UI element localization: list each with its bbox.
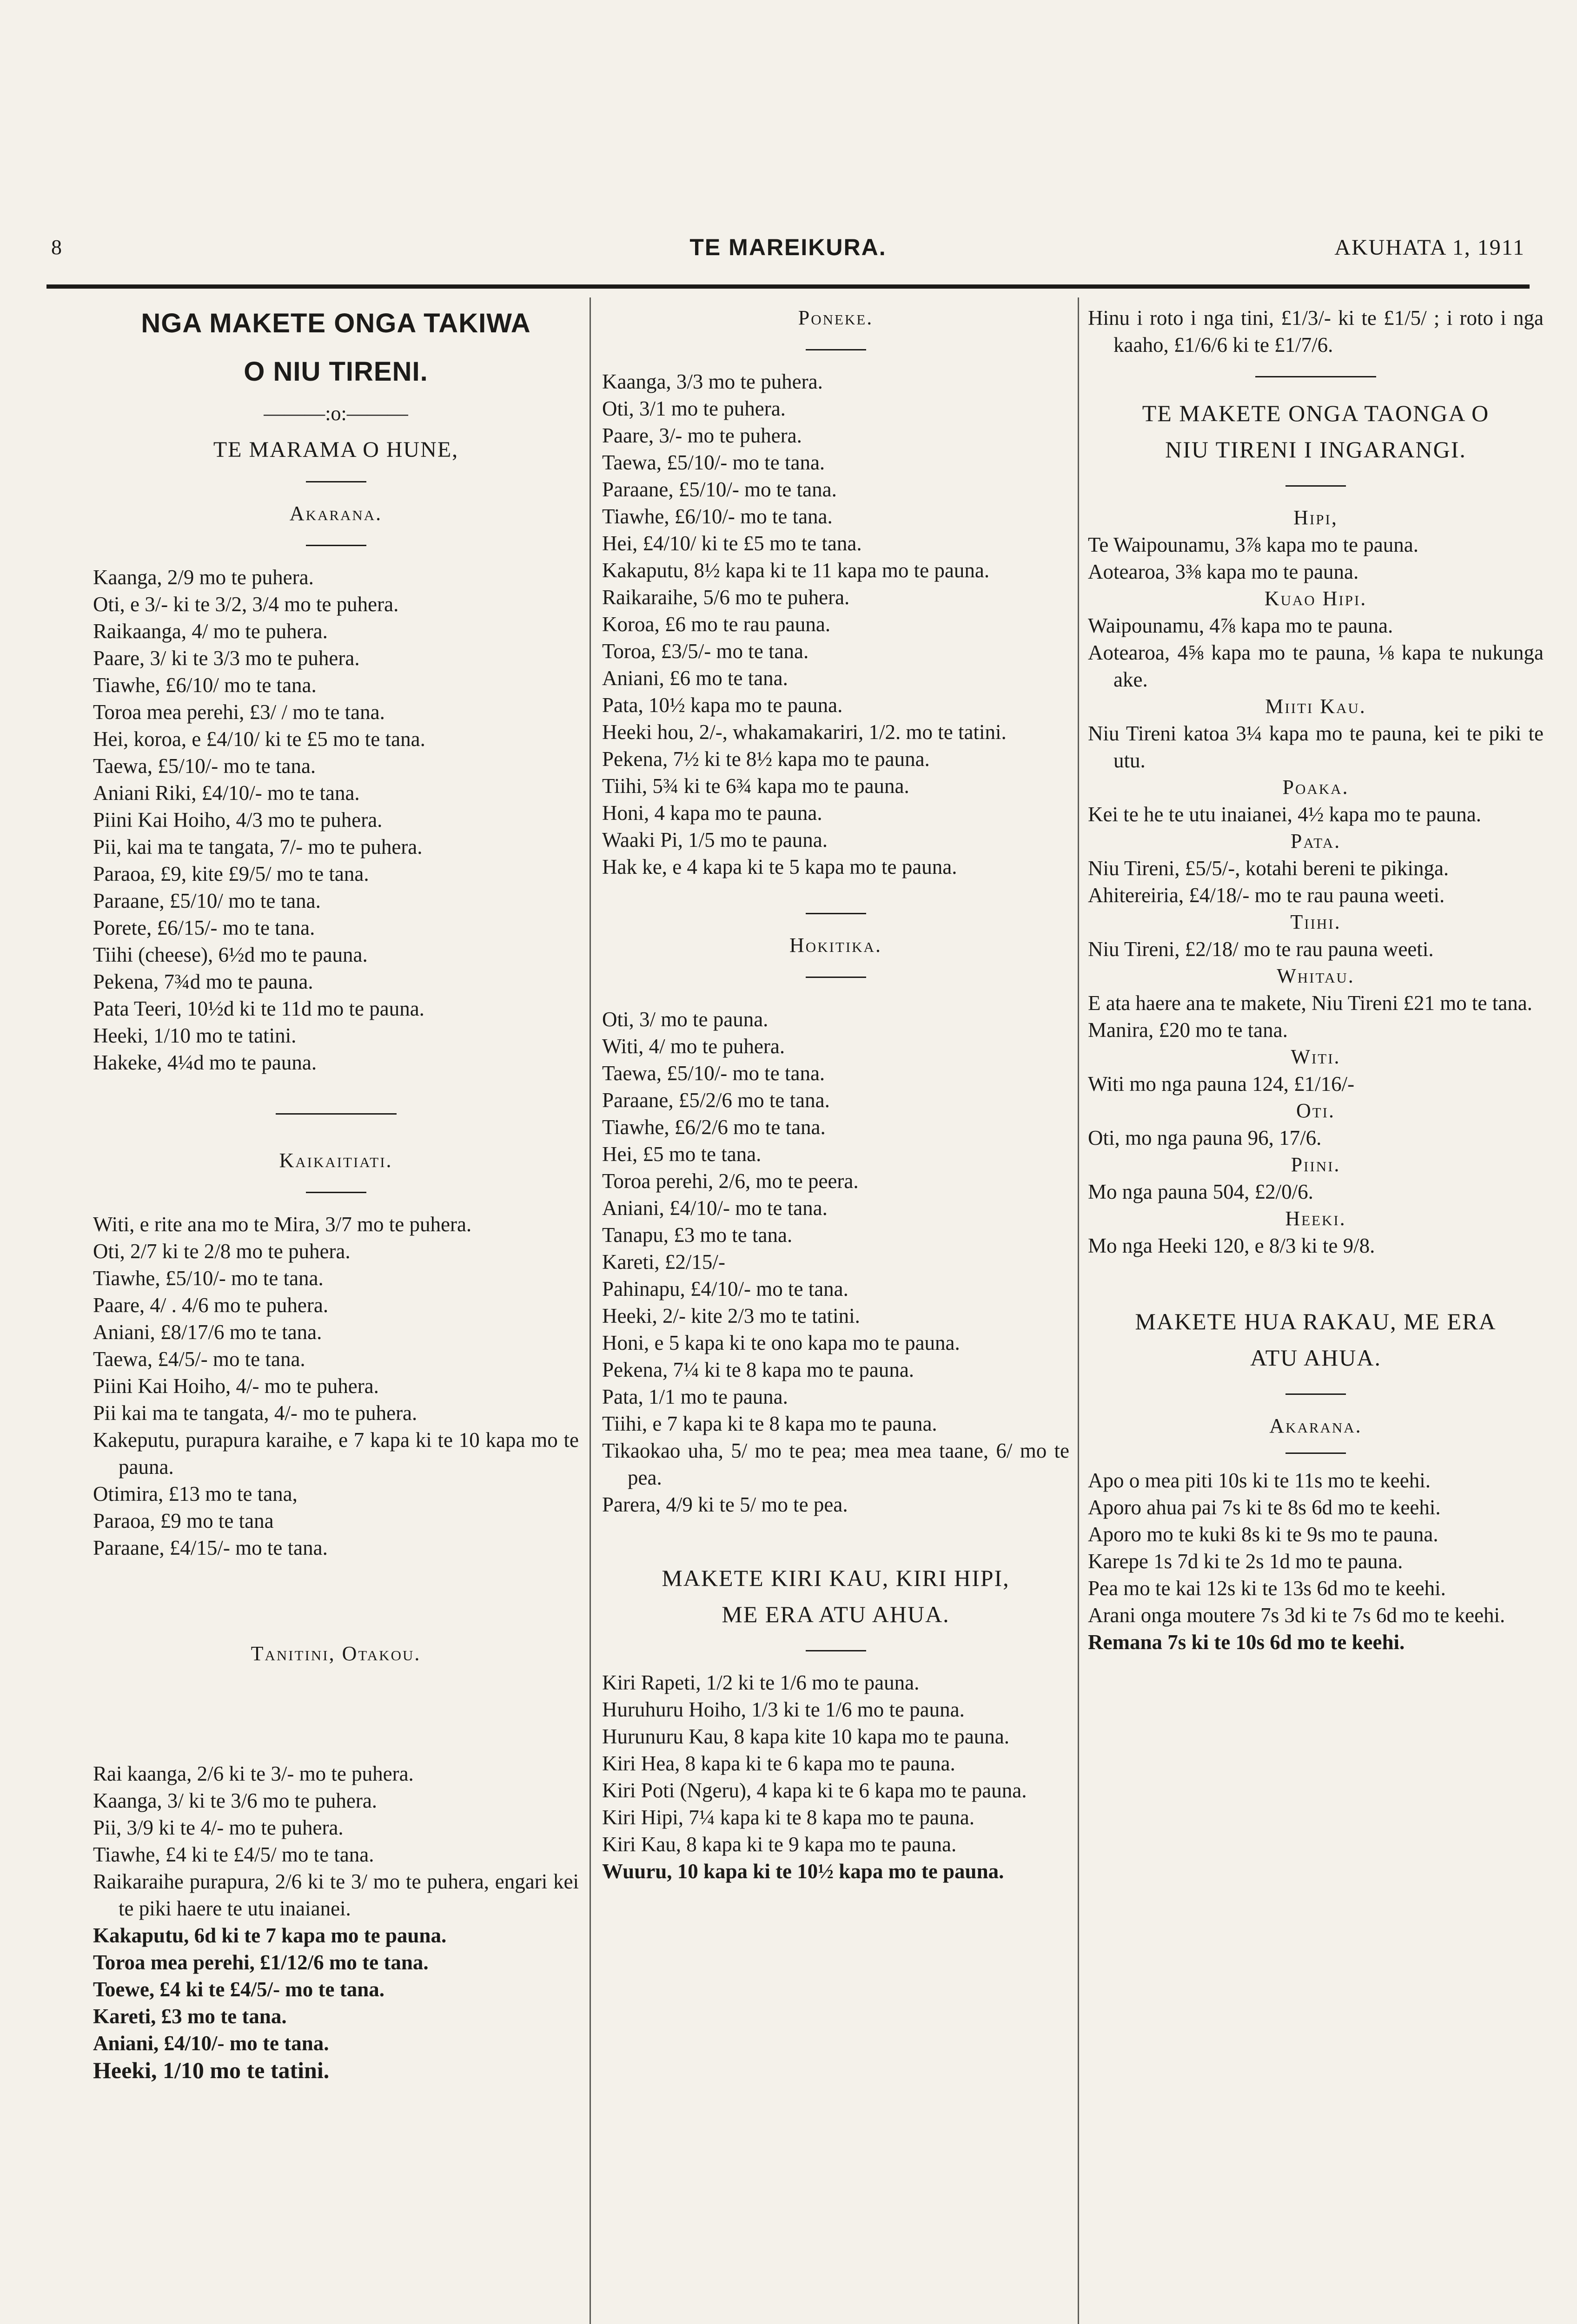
list-item: Taewa, £4/5/- mo te tana. [93, 1347, 305, 1371]
list-item: Tiawhe, £6/10/ mo te tana. [93, 673, 317, 697]
list-item: Pahinapu, £4/10/- mo te tana. [602, 1277, 848, 1301]
continued-text: Hinu i roto i nga tini, £1/3/- ki te £1/5/ ; i roto i nga kaaho, £1/6/6 ki te £1/7/6. [1088, 306, 1544, 357]
list-item: Waipounamu, 4⅞ kapa mo te pauna. [1088, 614, 1393, 637]
header-rule [46, 284, 1530, 289]
subheading: Pata. [1290, 830, 1341, 852]
region-heading: Akarana. [289, 502, 383, 525]
list-item: Niu Tireni, £2/18/ mo te rau pauna weeti. [1088, 938, 1434, 961]
list-item: Rai kaanga, 2/6 ki te 3/- mo te puhera. [93, 1762, 414, 1785]
list-item: Hakeke, 4¼d mo te pauna. [93, 1051, 317, 1074]
issue-date: AKUHATA 1, 1911 [1334, 235, 1525, 260]
list-item: Pekena, 7½ ki te 8½ kapa mo te pauna. [602, 747, 930, 771]
list-item: Te Waipounamu, 3⅞ kapa mo te pauna. [1088, 533, 1418, 556]
list-item: Piini Kai Hoiho, 4/3 mo te puhera. [93, 808, 383, 832]
section-title-line1: NGA MAKETE ONGA TAKIWA [141, 308, 531, 338]
list-item: Tiihi, e 7 kapa ki te 8 kapa mo te pauna. [602, 1412, 937, 1435]
list-item: Aniani, £4/10/- mo te tana. [93, 2032, 329, 2055]
list-item: Oti, 2/7 ki te 2/8 mo te puhera. [93, 1240, 351, 1263]
region-heading: Poneke. [798, 306, 874, 329]
list-item: Raikaanga, 4/ mo te puhera. [93, 620, 328, 643]
list-item: Toroa perehi, 2/6, mo te peera. [602, 1169, 859, 1193]
subheading: Tiihi. [1290, 911, 1341, 933]
list-item: Huruhuru Hoiho, 1/3 ki te 1/6 mo te pauna. [602, 1698, 965, 1721]
list-item: Tanapu, £3 mo te tana. [602, 1223, 793, 1247]
list-item: Pea mo te kai 12s ki te 13s 6d mo te keehi. [1088, 1577, 1446, 1600]
column-3 [1088, 304, 1544, 1656]
subheading: Kuao Hipi. [1264, 587, 1367, 610]
list-item: Aniani, £4/10/- mo te tana. [602, 1196, 828, 1220]
list-item: Paraane, £5/10/- mo te tana. [602, 478, 837, 501]
list-item: Niu Tireni, £5/5/-, kotahi bereni te pikinga. [1088, 857, 1449, 880]
list-item: Paraane, £5/10/ mo te tana. [93, 889, 321, 912]
subtitle: TE MARAMA O HUNE, [213, 437, 459, 462]
section-title-line2: ATU AHUA. [1250, 1345, 1381, 1371]
region-heading: Akarana. [1269, 1414, 1362, 1437]
list-item: Oti, e 3/- ki te 3/2, 3/4 mo te puhera. [93, 593, 399, 616]
list-item: Pata, 10½ kapa mo te pauna. [602, 693, 843, 717]
list-item: Oti, 3/ mo te pauna. [602, 1008, 769, 1031]
list-item: Tikaokao uha, 5/ mo te pea; mea mea taane, 6/ mo te pea. [602, 1439, 1069, 1489]
list-item: Hak ke, e 4 kapa ki te 5 kapa mo te pauna. [602, 855, 957, 878]
list-item: Hei, koroa, e £4/10/ ki te £5 mo te tana. [93, 727, 425, 751]
page-number: 8 [51, 235, 62, 259]
list-item: Taewa, £5/10/- mo te tana. [602, 451, 825, 474]
list-item: Kiri Hipi, 7¼ kapa ki te 8 kapa mo te pauna. [602, 1806, 975, 1829]
subheading: Miiti Kau. [1265, 695, 1366, 718]
list-item: Pata, 1/1 mo te pauna. [602, 1385, 788, 1408]
list-item: Kakaputu, 6d ki te 7 kapa mo te pauna. [93, 1924, 447, 1947]
list-item: Wuuru, 10 kapa ki te 10½ kapa mo te pauna. [602, 1860, 1004, 1883]
list-item: Aporo ahua pai 7s ki te 8s 6d mo te keehi. [1088, 1496, 1441, 1519]
subheading: Heeki. [1285, 1207, 1346, 1230]
list-item: Tiawhe, £4 ki te £4/5/ mo te tana. [93, 1843, 374, 1866]
list-item: Aniani Riki, £4/10/- mo te tana. [93, 781, 360, 805]
list-item: Manira, £20 mo te tana. [1088, 1018, 1288, 1042]
list-item: Pata Teeri, 10½d ki te 11d mo te pauna. [93, 997, 424, 1020]
list-item: Aotearoa, 4⅝ kapa mo te pauna, ⅛ kapa te nukunga ake. [1088, 641, 1544, 691]
list-item: E ata haere ana te makete, Niu Tireni £21 mo te tana. [1088, 991, 1532, 1015]
section-title-line1: TE MAKETE ONGA TAONGA O [1142, 400, 1490, 426]
column-divider-1 [590, 297, 591, 2324]
list-item: Toroa, £3/5/- mo te tana. [602, 640, 809, 663]
list-item: Porete, £6/15/- mo te tana. [93, 916, 315, 939]
list-item: Kiri Poti (Ngeru), 4 kapa ki te 6 kapa mo te pauna. [602, 1779, 1027, 1802]
list-item: Tiawhe, £6/10/- mo te tana. [602, 505, 833, 528]
list-item: Tiawhe, £6/2/6 mo te tana. [602, 1116, 826, 1139]
subheading: Poaka. [1282, 776, 1349, 799]
list-item: Kiri Hea, 8 kapa ki te 6 kapa mo te pauna. [602, 1752, 955, 1775]
rule [276, 1113, 397, 1115]
list-item: Aniani, £8/17/6 mo te tana. [93, 1320, 322, 1344]
list-item: Honi, 4 kapa mo te pauna. [602, 801, 822, 825]
rule [806, 1650, 866, 1651]
section-title-line2: O NIU TIRENI. [244, 357, 428, 387]
ornament: :o: [325, 402, 347, 425]
list-item: Kaanga, 2/9 mo te puhera. [93, 566, 314, 589]
subheading: Hipi, [1293, 506, 1338, 529]
region-heading: Kaikaitiati. [279, 1149, 393, 1172]
subheading: Whitau. [1277, 964, 1355, 987]
list-item: Koroa, £6 mo te rau pauna. [602, 613, 831, 636]
list-item: Parera, 4/9 ki te 5/ mo te pea. [602, 1493, 848, 1516]
list-item: Paare, 3/ ki te 3/3 mo te puhera. [93, 647, 360, 670]
list-item: Paare, 4/ . 4/6 mo te puhera. [93, 1294, 329, 1317]
list-item: Mo nga pauna 504, £2/0/6. [1088, 1180, 1313, 1203]
list-item: Kiri Kau, 8 kapa ki te 9 kapa mo te pauna. [602, 1833, 957, 1856]
list-item: Witi, 4/ mo te puhera. [602, 1035, 785, 1058]
list-item: Raikaraihe, 5/6 mo te puhera. [602, 586, 850, 609]
column-2 [602, 304, 1069, 1885]
list-item: Hurunuru Kau, 8 kapa kite 10 kapa mo te pauna. [602, 1725, 1009, 1748]
subheading: Piini. [1291, 1153, 1341, 1176]
list-item: Kei te he te utu inaianei, 4½ kapa mo te pauna. [1088, 803, 1481, 826]
subheading: Oti. [1296, 1099, 1336, 1122]
rule [806, 977, 866, 978]
list-item: Remana 7s ki te 10s 6d mo te keehi. [1088, 1631, 1405, 1654]
list-item: Paraane, £4/15/- mo te tana. [93, 1536, 328, 1559]
list-item: Honi, e 5 kapa ki te ono kapa mo te pauna. [602, 1331, 960, 1354]
list-item: Witi mo nga pauna 124, £1/16/- [1088, 1072, 1355, 1096]
list-item: Paraoa, £9, kite £9/5/ mo te tana. [93, 862, 369, 885]
list-item: Kakeputu, purapura karaihe, e 7 kapa ki te 10 kapa mo te pauna. [93, 1428, 579, 1479]
list-item: Kareti, £2/15/- [602, 1250, 725, 1274]
list-item: Piini Kai Hoiho, 4/- mo te puhera. [93, 1374, 379, 1398]
list-item: Hei, £4/10/ ki te £5 mo te tana. [602, 532, 862, 555]
list-item: Ahitereiria, £4/18/- mo te rau pauna weeti. [1088, 884, 1445, 907]
list-item: Paraane, £5/2/6 mo te tana. [602, 1089, 830, 1112]
list-item: Apo o mea piti 10s ki te 11s mo te keehi. [1088, 1469, 1431, 1492]
list-item: Toroa mea perehi, £1/12/6 mo te tana. [93, 1951, 429, 1974]
list-item: Paraoa, £9 mo te tana [93, 1509, 274, 1532]
list-item: Heeki, 1/10 mo te tatini. [93, 2057, 330, 2083]
list-item: Taewa, £5/10/- mo te tana. [602, 1062, 825, 1085]
rule [806, 913, 866, 914]
list-item: Kiri Rapeti, 1/2 ki te 1/6 mo te pauna. [602, 1671, 920, 1694]
list-item: Aniani, £6 mo te tana. [602, 667, 788, 690]
rule [1285, 485, 1346, 487]
list-item: Taewa, £5/10/- mo te tana. [93, 754, 316, 778]
list-item: Pii, 3/9 ki te 4/- mo te puhera. [93, 1816, 344, 1839]
section-title-line1: MAKETE KIRI KAU, KIRI HIPI, [662, 1565, 1010, 1591]
section-title-line2: ME ERA ATU AHUA. [722, 1601, 950, 1627]
section-title-line2: NIU TIRENI I INGARANGI. [1165, 436, 1466, 462]
rule [306, 481, 366, 482]
rule [1285, 1452, 1346, 1454]
list-item: Kaanga, 3/ ki te 3/6 mo te puhera. [93, 1789, 378, 1812]
ornament-divider: ———:o:——— [264, 402, 408, 425]
list-item: Tiihi, 5¾ ki te 6¾ kapa mo te pauna. [602, 774, 909, 798]
list-item: Otimira, £13 mo te tana, [93, 1482, 298, 1505]
list-item: Heeki hou, 2/-, whakamakariri, 1/2. mo te tatini. [602, 720, 1007, 744]
list-item: Tiawhe, £5/10/- mo te tana. [93, 1267, 324, 1290]
list-item: Waaki Pi, 1/5 mo te pauna. [602, 828, 828, 852]
list-item: Tiihi (cheese), 6½d mo te pauna. [93, 943, 368, 966]
list-item: Hei, £5 mo te tana. [602, 1142, 762, 1166]
list-item: Pekena, 7¼ ki te 8 kapa mo te pauna. [602, 1358, 914, 1381]
publication-title: TE MAREIKURA. [689, 234, 887, 260]
list-item: Heeki, 2/- kite 2/3 mo te tatini. [602, 1304, 860, 1327]
list-item: Witi, e rite ana mo te Mira, 3/7 mo te puhera. [93, 1213, 472, 1236]
rule [306, 545, 366, 546]
subheading: Witi. [1291, 1045, 1341, 1068]
list-item: Kareti, £3 mo te tana. [93, 2005, 287, 2028]
rule [806, 349, 866, 350]
list-item: Paare, 3/- mo te puhera. [602, 424, 802, 447]
page-header [51, 235, 1525, 267]
list-item: Pekena, 7¾d mo te pauna. [93, 970, 313, 993]
list-item: Arani onga moutere 7s 3d ki te 7s 6d mo te keehi. [1088, 1604, 1505, 1627]
list-item: Aotearoa, 3⅜ kapa mo te pauna. [1088, 560, 1359, 583]
list-item: Oti, 3/1 mo te puhera. [602, 397, 786, 420]
list-item: Heeki, 1/10 mo te tatini. [93, 1024, 297, 1047]
region-heading: Hokitika. [789, 934, 882, 957]
column-divider-2 [1078, 297, 1079, 2324]
list-item: Karepe 1s 7d ki te 2s 1d mo te pauna. [1088, 1550, 1403, 1573]
list-item: Kaanga, 3/3 mo te puhera. [602, 370, 823, 393]
list-item: Aporo mo te kuki 8s ki te 9s mo te pauna. [1088, 1523, 1438, 1546]
column-1 [93, 304, 579, 2084]
rule [1285, 1393, 1346, 1395]
list-item: Pii, kai ma te tangata, 7/- mo te puhera. [93, 835, 423, 858]
rule [306, 1192, 366, 1193]
rule [1255, 376, 1376, 377]
list-item: Oti, mo nga pauna 96, 17/6. [1088, 1126, 1322, 1149]
list-item: Toroa mea perehi, £3/ / mo te tana. [93, 700, 385, 724]
list-item: Pii kai ma te tangata, 4/- mo te puhera. [93, 1401, 417, 1425]
region-heading: Tanitini, Otakou. [251, 1642, 421, 1665]
list-item: Kakaputu, 8½ kapa ki te 11 kapa mo te pauna. [602, 559, 990, 582]
section-title-line1: MAKETE HUA RAKAU, ME ERA [1135, 1308, 1497, 1334]
list-item: Niu Tireni katoa 3¼ kapa mo te pauna, kei te piki te utu. [1088, 722, 1544, 772]
list-item: Mo nga Heeki 120, e 8/3 ki te 9/8. [1088, 1234, 1375, 1257]
list-item: Raikaraihe purapura, 2/6 ki te 3/ mo te puhera, engari kei te piki haere te utu inaianei. [93, 1870, 579, 1920]
list-item: Toewe, £4 ki te £4/5/- mo te tana. [93, 1978, 385, 2001]
